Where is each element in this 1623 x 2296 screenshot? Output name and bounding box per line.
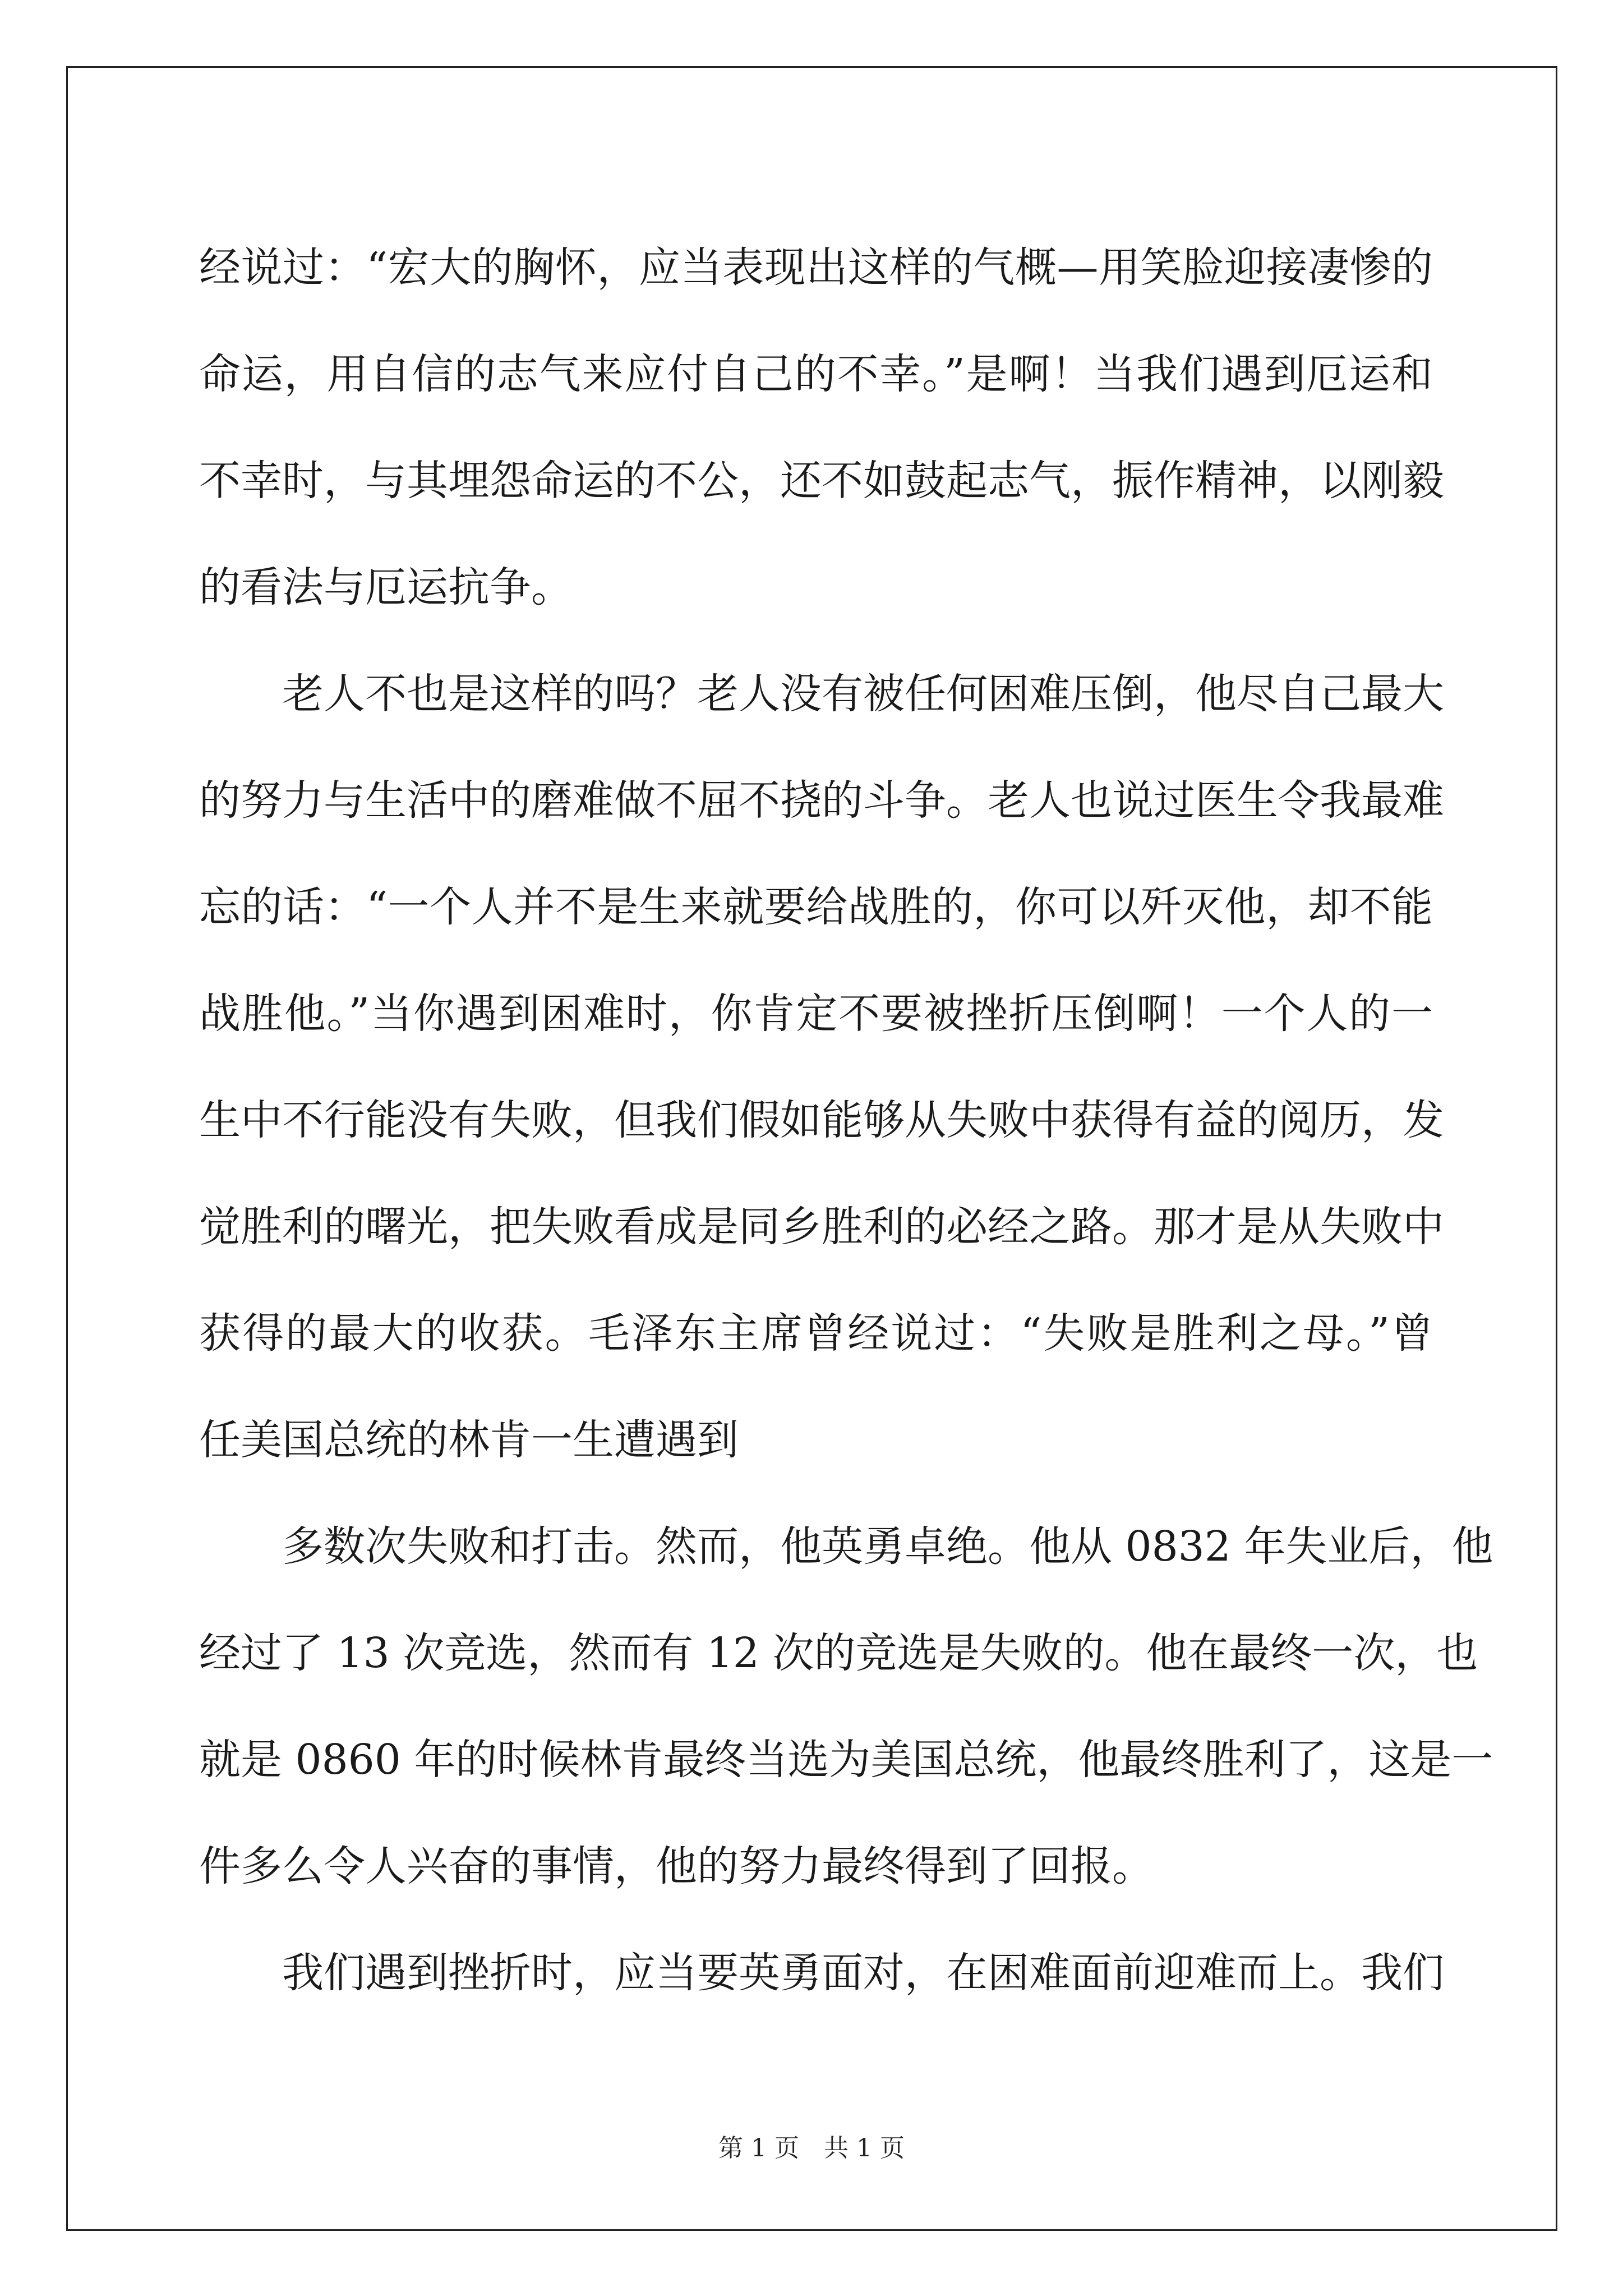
document-body [199,214,1493,2026]
text-line: 老人不也是这样的吗？老人没有被任何困难压倒，他尽自己最大 [282,670,1444,718]
text-line: 我们遇到挫折时，应当要英勇面对，在困难面前迎难而上。我们 [282,1949,1444,1997]
paragraph-3 [199,1493,1493,1920]
text-line: 的看法与厄运抗争。 [199,563,573,611]
page-number: 第 1 页 [718,2134,799,2162]
text-line: 觉胜利的曙光，把失败看成是同乡胜利的必经之路。那才是从失败中 [199,1203,1444,1251]
text-line: 生中不行能没有失败，但我们假如能够从失败中获得有益的阅历，发 [199,1096,1444,1144]
text-line: 的努力与生活中的磨难做不屈不挠的斗争。老人也说过医生令我最难 [199,776,1444,825]
text-line: 战胜他。”当你遇到困难时，你肯定不要被挫折压倒啊！一个人的一 [199,990,1433,1038]
text-line: 忘的话：“一个人并不是生来就要给战胜的，你可以歼灭他，却不能 [199,883,1433,931]
paragraph-2 [199,641,1444,1493]
text-line: 多数次失败和打击。然而，他英勇卓绝。他从 0832 年失业后，他 [282,1522,1493,1571]
text-line: 获得的最大的收获。毛泽东主席曾经说过：“失败是胜利之母。”曾 [199,1309,1433,1358]
text-line: 经过了 13 次竞选，然而有 12 次的竞选是失败的。他在最终一次，也 [199,1629,1478,1677]
text-line: 就是 0860 年的时候林肯最终当选为美国总统，他最终胜利了，这是一 [199,1736,1493,1784]
paragraph-1 [199,214,1444,641]
text-line: 命运，用自信的志气来应付自己的不幸。”是啊！当我们遇到厄运和 [199,350,1433,398]
text-line: 件多么令人兴奋的事情，他的努力最终得到了回报。 [199,1842,1154,1890]
text-line: 经说过：“宏大的胸怀，应当表现出这样的气概—用笑脸迎接凄惨的 [199,243,1433,292]
text-line: 不幸时，与其埋怨命运的不公，还不如鼓起志气，振作精神，以刚毅 [199,457,1444,505]
text-line: 任美国总统的林肯一生遭遇到 [199,1416,739,1464]
page-footer [0,2132,1623,2165]
paragraph-4 [199,1920,1444,2026]
page-total: 共 1 页 [824,2134,905,2162]
